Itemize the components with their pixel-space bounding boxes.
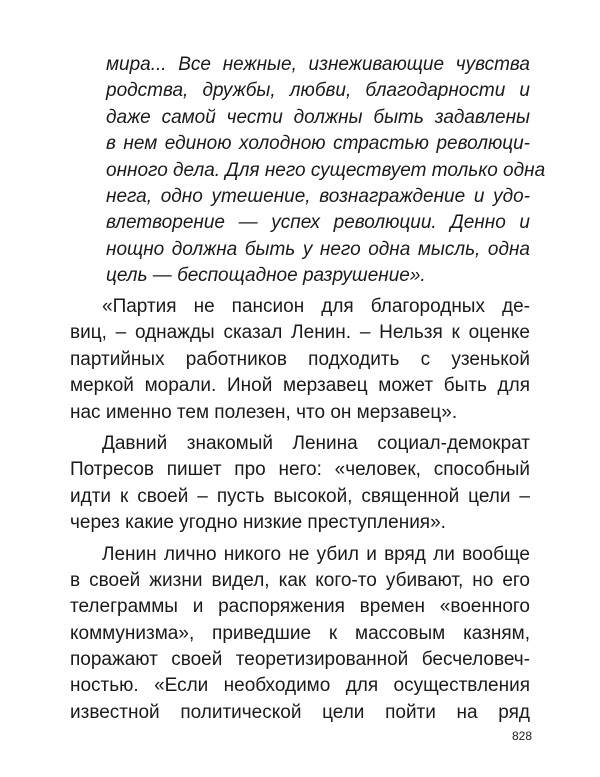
paragraph-line: Ленин лично никого не убил и вряд ли вообще: [102, 543, 530, 565]
paragraph-line: виц, – однажды сказал Ленин. – Нельзя к оценке: [70, 322, 530, 344]
paragraph-line: телеграммы и распоряжения времен «военного: [70, 596, 530, 618]
paragraph: [70, 294, 530, 426]
paragraph-line: поражают своей теоретизированной бесчеловеч-: [70, 649, 530, 671]
page-number: 828: [511, 729, 532, 743]
paragraph-line: Давний знакомый Ленина социал-демократ: [102, 432, 530, 454]
body-text: [70, 294, 530, 726]
paragraph-line: Потресов пишет про него: «человек, способный: [70, 459, 530, 481]
paragraph: [70, 542, 530, 727]
quote-line: влетворение — успех революции. Денно и: [106, 212, 530, 234]
quote-line: даже самой чести должны быть задавлены: [106, 106, 530, 128]
paragraph-line: «Партия не пансион для благородных де-: [102, 296, 530, 317]
quote-line: онного дела. Для него существует только одна: [106, 159, 546, 181]
quote-line: цель — беспощадное разрушение».: [106, 265, 426, 287]
paragraph-line: нас именно тем полезен, что он мерзавец».: [70, 401, 458, 423]
paragraph-line: идти к своей – пусть высокой, священной цели –: [70, 485, 530, 507]
paragraph-line: известной политической цели пойти на ряд: [70, 701, 530, 723]
quote-block: [106, 52, 546, 290]
paragraph-line: ностью. «Если необходимо для осуществления: [70, 675, 530, 697]
paragraph-line: в своей жизни видел, как кого-то убивают, но его: [70, 569, 530, 591]
paragraph-line: через какие угодно низкие преступления».: [70, 512, 446, 534]
paragraph-line: меркой морали. Иной мерзавец может быть для: [70, 375, 530, 397]
quote-line: нощно должна быть у него одна мысль, одна: [106, 238, 530, 260]
paragraph-line: партийных работников подходить с узенькой: [70, 348, 530, 370]
quote-line: нега, одно утешение, вознаграждение и удо-: [106, 185, 530, 207]
paragraph-line: коммунизма», приведшие к массовым казням,: [70, 622, 530, 644]
quote-line: в нем единою холодною страстью революци-: [106, 133, 530, 155]
paragraph: [70, 431, 530, 537]
quote-line: мира... Все нежные, изнеживающие чувства: [106, 54, 530, 75]
quote-line: родства, дружбы, любви, благодарности и: [106, 80, 530, 102]
